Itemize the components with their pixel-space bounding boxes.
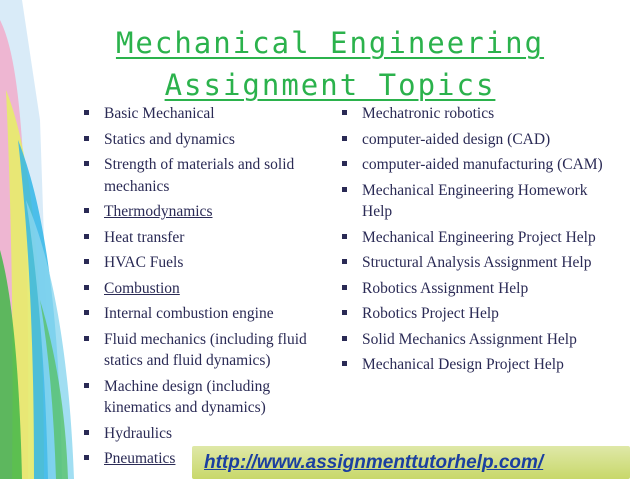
topic-item: [80, 129, 320, 151]
topics-list-left: [80, 103, 320, 474]
topic-item: [338, 129, 608, 151]
topic-label: Mechanical Engineering Homework Help: [362, 181, 588, 220]
topic-item[interactable]: [80, 201, 320, 223]
topic-item[interactable]: [80, 278, 320, 300]
topic-label: Structural Analysis Assignment Help: [362, 254, 592, 271]
topic-item: [80, 329, 320, 372]
topic-label: Fluid mechanics (including fluid statics and fluid dynamics): [104, 330, 307, 369]
topic-item: [80, 303, 320, 325]
topic-item: [338, 252, 608, 274]
topic-label: Heat transfer: [104, 228, 185, 246]
topic-label: Machine design (including kinematics and dynamics): [104, 377, 271, 416]
topic-item: [338, 103, 608, 125]
topic-link[interactable]: Combustion: [104, 279, 180, 297]
topic-item: [338, 278, 608, 300]
topic-link[interactable]: Pneumatics: [104, 450, 176, 467]
topics-list-right: [338, 103, 608, 380]
topic-link[interactable]: Thermodynamics: [104, 203, 213, 220]
topic-label: computer-aided design (CAD): [362, 130, 551, 148]
topic-item: [80, 252, 320, 274]
website-url-bar[interactable]: [192, 446, 630, 479]
topic-item: [80, 423, 320, 445]
topic-label: Robotics Assignment Help: [362, 279, 529, 297]
topic-label: Strength of materials and solid mechanics: [104, 156, 295, 195]
topic-label: Solid Mechanics Assignment Help: [362, 330, 577, 348]
topic-item: [80, 154, 320, 197]
topic-item: [338, 329, 608, 351]
slide-title-line-2: Assignment Topics: [164, 68, 496, 102]
topic-label: Hydraulics: [104, 424, 173, 442]
topic-label: Basic Mechanical: [104, 105, 215, 122]
topic-label: Mechatronic robotics: [362, 105, 495, 122]
topic-item: [338, 227, 608, 249]
topic-label: HVAC Fuels: [104, 254, 184, 271]
topic-label: Internal combustion engine: [104, 305, 274, 322]
topic-label: Mechanical Engineering Project Help: [362, 228, 596, 246]
topic-item: [80, 376, 320, 419]
topic-label: computer-aided manufacturing (CAM): [362, 156, 603, 173]
topic-item: [80, 103, 320, 125]
topic-label: Robotics Project Help: [362, 305, 499, 322]
topic-item: [338, 154, 608, 176]
topic-item: [338, 354, 608, 376]
topic-item: [80, 227, 320, 249]
topic-item: [338, 303, 608, 325]
slide-title-line-1: Mechanical Engineering: [115, 26, 545, 60]
slide-title: [100, 22, 560, 106]
topic-label: Statics and dynamics: [104, 130, 235, 148]
topic-item: [338, 180, 608, 223]
topic-label: Mechanical Design Project Help: [362, 356, 564, 373]
website-url-link[interactable]: http://www.assignmenttutorhelp.com/: [204, 452, 544, 473]
